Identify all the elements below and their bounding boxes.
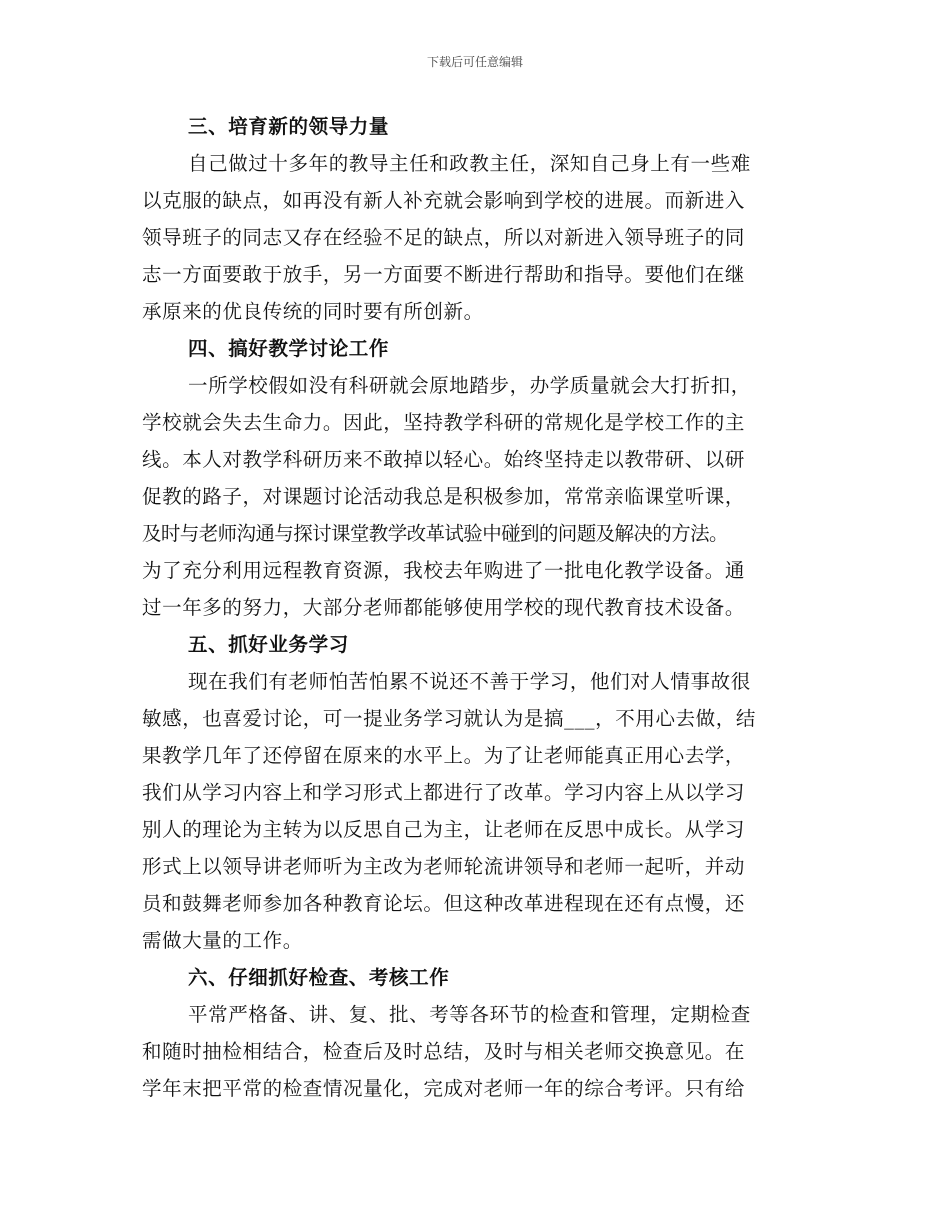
paragraph-line: 一所学校假如没有科研就会原地踏步，办学质量就会大打折扣，: [188, 374, 751, 397]
paragraph-line: 促教的路子，对课题讨论活动我总是积极参加，常常亲临课堂听课，: [142, 485, 746, 508]
paragraph-line: 学年末把平常的检查情况量化，完成对老师一年的综合考评。只有给: [142, 1077, 746, 1100]
paragraph-line: 形式上以领导讲老师听为主改为老师轮流讲领导和老师一起听，并动: [142, 855, 746, 878]
paragraph-line: 过一年多的努力，大部分老师都能够使用学校的现代教育技术设备。: [142, 596, 746, 619]
paragraph-line: 以克服的缺点，如再没有新人补充就会影响到学校的进展。而新进入: [142, 189, 746, 212]
paragraph-line: 线。本人对教学科研历来不敢掉以轻心。始终坚持走以教带研、以研: [142, 448, 746, 471]
paragraph-line: 和随时抽检相结合，检查后及时总结，及时与相关老师交换意见。在: [142, 1040, 746, 1063]
paragraph-line: 果教学几年了还停留在原来的水平上。为了让老师能真正用心去学，: [142, 744, 746, 767]
paragraph-line: 平常严格备、讲、复、批、考等各环节的检查和管理，定期检查: [188, 1003, 751, 1026]
paragraph-line: 志一方面要敢于放手，另一方面要不断进行帮助和指导。要他们在继: [142, 263, 746, 286]
paragraph-line: 为了充分利用远程教育资源，我校去年购进了一批电化教学设备。通: [142, 559, 746, 582]
page-header: 下载后可任意编辑: [426, 55, 523, 69]
paragraph-line: 学校就会失去生命力。因此，坚持教学科研的常规化是学校工作的主: [142, 411, 746, 434]
paragraph-line: 需做大量的工作。: [142, 929, 303, 952]
paragraph-line: 现在我们有老师怕苦怕累不说还不善于学习，他们对人情事故很: [188, 670, 751, 693]
document-body: [142, 108, 842, 1107]
paragraph-line: 别人的理论为主转为以反思自己为主，让老师在反思中成长。从学习: [142, 818, 746, 841]
section-heading: 四、搞好教学讨论工作: [188, 337, 390, 360]
paragraph-line: 领导班子的同志又存在经验不足的缺点，所以对新进入领导班子的同: [142, 226, 746, 249]
paragraph-line: 敏感，也喜爱讨论，可一提业务学习就认为是搞___，不用心去做，结: [142, 707, 756, 730]
paragraph-line: 我们从学习内容上和学习形式上都进行了改革。学习内容上从以学习: [142, 781, 746, 804]
paragraph-line: 及时与老师沟通与探讨课堂教学改革试验中碰到的问题及解决的方法。: [142, 522, 728, 545]
section-heading: 六、仔细抓好检查、考核工作: [188, 966, 450, 989]
paragraph-line: 自己做过十多年的教导主任和政教主任，深知自己身上有一些难: [188, 152, 751, 175]
section-heading: 三、培育新的领导力量: [188, 115, 390, 138]
paragraph-line: 承原来的优良传统的同时要有所创新。: [142, 300, 484, 323]
paragraph-line: 员和鼓舞老师参加各种教育论坛。但这种改革进程现在还有点慢，还: [142, 892, 746, 915]
section-heading: 五、抓好业务学习: [188, 633, 349, 656]
